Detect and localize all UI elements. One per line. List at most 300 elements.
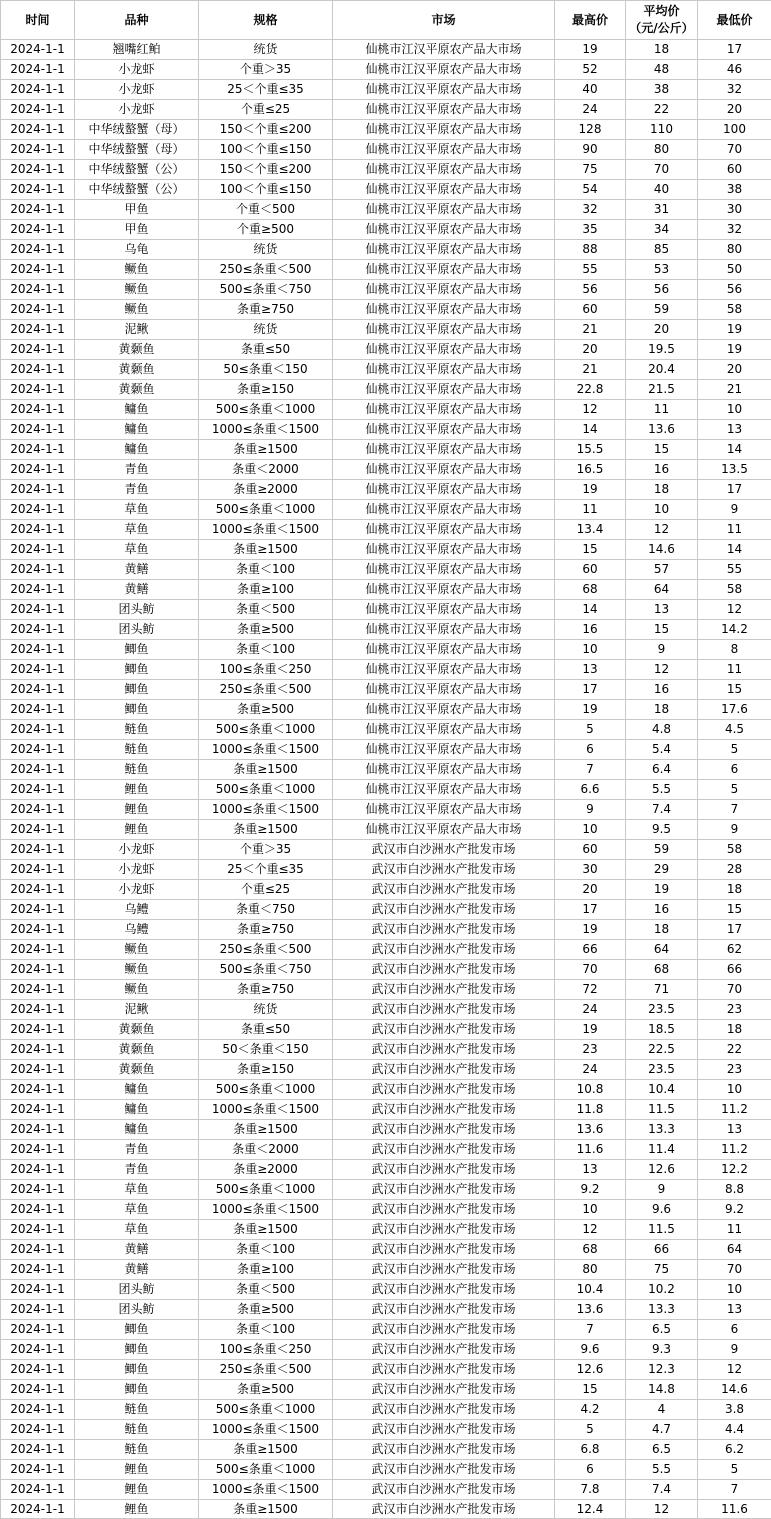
table-row bbox=[1, 360, 771, 380]
cell-avg: 4 bbox=[626, 1400, 698, 1420]
cell-variety: 鲫鱼 bbox=[75, 1360, 199, 1380]
cell-spec: 250≤条重＜500 bbox=[199, 260, 333, 280]
table-row bbox=[1, 1280, 771, 1300]
cell-avg: 18 bbox=[626, 480, 698, 500]
cell-spec: 250≤条重＜500 bbox=[199, 1360, 333, 1380]
cell-variety: 鳙鱼 bbox=[75, 440, 199, 460]
cell-time: 2024-1-1 bbox=[1, 440, 75, 460]
cell-time: 2024-1-1 bbox=[1, 300, 75, 320]
cell-time: 2024-1-1 bbox=[1, 1020, 75, 1040]
cell-variety: 鲢鱼 bbox=[75, 720, 199, 740]
table-row bbox=[1, 860, 771, 880]
cell-market: 武汉市白沙洲水产批发市场 bbox=[333, 920, 555, 940]
cell-spec: 条重＜100 bbox=[199, 640, 333, 660]
cell-market: 仙桃市江汉平原农产品大市场 bbox=[333, 40, 555, 60]
cell-low: 13 bbox=[698, 420, 771, 440]
cell-avg: 23.5 bbox=[626, 1000, 698, 1020]
cell-time: 2024-1-1 bbox=[1, 1440, 75, 1460]
cell-low: 6 bbox=[698, 1320, 771, 1340]
cell-market: 武汉市白沙洲水产批发市场 bbox=[333, 1060, 555, 1080]
cell-market: 武汉市白沙洲水产批发市场 bbox=[333, 1340, 555, 1360]
cell-high: 66 bbox=[555, 940, 626, 960]
cell-market: 仙桃市江汉平原农产品大市场 bbox=[333, 540, 555, 560]
cell-spec: 1000≤条重＜1500 bbox=[199, 800, 333, 820]
cell-avg: 48 bbox=[626, 60, 698, 80]
cell-low: 58 bbox=[698, 300, 771, 320]
cell-high: 5 bbox=[555, 1420, 626, 1440]
cell-time: 2024-1-1 bbox=[1, 860, 75, 880]
cell-time: 2024-1-1 bbox=[1, 760, 75, 780]
cell-variety: 黄颡鱼 bbox=[75, 1040, 199, 1060]
cell-low: 19 bbox=[698, 320, 771, 340]
cell-variety: 泥鳅 bbox=[75, 1000, 199, 1020]
cell-market: 武汉市白沙洲水产批发市场 bbox=[333, 1500, 555, 1519]
cell-low: 58 bbox=[698, 840, 771, 860]
header-variety: 品种 bbox=[75, 1, 199, 40]
cell-market: 仙桃市江汉平原农产品大市场 bbox=[333, 620, 555, 640]
cell-high: 15 bbox=[555, 540, 626, 560]
cell-variety: 草鱼 bbox=[75, 520, 199, 540]
table-row bbox=[1, 1380, 771, 1400]
cell-variety: 鲤鱼 bbox=[75, 820, 199, 840]
cell-spec: 500≤条重＜1000 bbox=[199, 500, 333, 520]
table-header bbox=[1, 1, 771, 40]
cell-spec: 1000≤条重＜1500 bbox=[199, 420, 333, 440]
cell-time: 2024-1-1 bbox=[1, 580, 75, 600]
cell-low: 9 bbox=[698, 820, 771, 840]
cell-low: 13 bbox=[698, 1300, 771, 1320]
cell-market: 仙桃市江汉平原农产品大市场 bbox=[333, 100, 555, 120]
cell-time: 2024-1-1 bbox=[1, 1000, 75, 1020]
cell-avg: 13.6 bbox=[626, 420, 698, 440]
cell-high: 9.2 bbox=[555, 1180, 626, 1200]
cell-avg: 10 bbox=[626, 500, 698, 520]
cell-market: 武汉市白沙洲水产批发市场 bbox=[333, 900, 555, 920]
cell-spec: 500≤条重＜1000 bbox=[199, 1180, 333, 1200]
cell-market: 武汉市白沙洲水产批发市场 bbox=[333, 1360, 555, 1380]
cell-market: 仙桃市江汉平原农产品大市场 bbox=[333, 300, 555, 320]
cell-time: 2024-1-1 bbox=[1, 780, 75, 800]
cell-variety: 草鱼 bbox=[75, 1220, 199, 1240]
cell-time: 2024-1-1 bbox=[1, 420, 75, 440]
cell-avg: 12 bbox=[626, 520, 698, 540]
cell-spec: 500≤条重＜750 bbox=[199, 280, 333, 300]
cell-avg: 64 bbox=[626, 940, 698, 960]
cell-high: 16.5 bbox=[555, 460, 626, 480]
cell-high: 55 bbox=[555, 260, 626, 280]
cell-variety: 鲫鱼 bbox=[75, 1380, 199, 1400]
cell-low: 11.6 bbox=[698, 1500, 771, 1519]
cell-spec: 个重＞35 bbox=[199, 60, 333, 80]
cell-time: 2024-1-1 bbox=[1, 600, 75, 620]
cell-time: 2024-1-1 bbox=[1, 940, 75, 960]
cell-variety: 鳙鱼 bbox=[75, 1080, 199, 1100]
cell-market: 武汉市白沙洲水产批发市场 bbox=[333, 1460, 555, 1480]
cell-time: 2024-1-1 bbox=[1, 1320, 75, 1340]
cell-low: 7 bbox=[698, 1480, 771, 1500]
table-row bbox=[1, 80, 771, 100]
cell-avg: 6.4 bbox=[626, 760, 698, 780]
table-row bbox=[1, 920, 771, 940]
cell-market: 仙桃市江汉平原农产品大市场 bbox=[333, 420, 555, 440]
table-row bbox=[1, 100, 771, 120]
table-row bbox=[1, 1080, 771, 1100]
cell-spec: 100≤条重＜250 bbox=[199, 660, 333, 680]
cell-low: 15 bbox=[698, 680, 771, 700]
cell-market: 仙桃市江汉平原农产品大市场 bbox=[333, 760, 555, 780]
table-row bbox=[1, 1160, 771, 1180]
table-row bbox=[1, 1020, 771, 1040]
cell-avg: 9.3 bbox=[626, 1340, 698, 1360]
cell-variety: 鲫鱼 bbox=[75, 680, 199, 700]
cell-high: 72 bbox=[555, 980, 626, 1000]
cell-variety: 黄颡鱼 bbox=[75, 380, 199, 400]
cell-variety: 鲫鱼 bbox=[75, 660, 199, 680]
cell-high: 10 bbox=[555, 820, 626, 840]
cell-high: 6.8 bbox=[555, 1440, 626, 1460]
cell-low: 20 bbox=[698, 360, 771, 380]
cell-time: 2024-1-1 bbox=[1, 1360, 75, 1380]
header-high: 最高价 bbox=[555, 1, 626, 40]
cell-high: 12 bbox=[555, 400, 626, 420]
cell-low: 3.8 bbox=[698, 1400, 771, 1420]
cell-spec: 条重≥100 bbox=[199, 1260, 333, 1280]
cell-market: 武汉市白沙洲水产批发市场 bbox=[333, 1220, 555, 1240]
cell-variety: 黄鳝 bbox=[75, 560, 199, 580]
cell-market: 仙桃市江汉平原农产品大市场 bbox=[333, 120, 555, 140]
cell-high: 60 bbox=[555, 300, 626, 320]
cell-time: 2024-1-1 bbox=[1, 840, 75, 860]
cell-market: 武汉市白沙洲水产批发市场 bbox=[333, 1040, 555, 1060]
cell-avg: 15 bbox=[626, 440, 698, 460]
cell-avg: 80 bbox=[626, 140, 698, 160]
cell-high: 10 bbox=[555, 1200, 626, 1220]
cell-high: 70 bbox=[555, 960, 626, 980]
cell-avg: 5.5 bbox=[626, 1460, 698, 1480]
cell-variety: 鲫鱼 bbox=[75, 700, 199, 720]
cell-market: 仙桃市江汉平原农产品大市场 bbox=[333, 180, 555, 200]
cell-avg: 4.7 bbox=[626, 1420, 698, 1440]
cell-avg: 16 bbox=[626, 680, 698, 700]
cell-high: 75 bbox=[555, 160, 626, 180]
cell-low: 8 bbox=[698, 640, 771, 660]
cell-high: 24 bbox=[555, 100, 626, 120]
cell-market: 仙桃市江汉平原农产品大市场 bbox=[333, 320, 555, 340]
cell-avg: 12.3 bbox=[626, 1360, 698, 1380]
cell-low: 70 bbox=[698, 1260, 771, 1280]
cell-variety: 小龙虾 bbox=[75, 860, 199, 880]
cell-variety: 青鱼 bbox=[75, 480, 199, 500]
cell-time: 2024-1-1 bbox=[1, 660, 75, 680]
table-row bbox=[1, 820, 771, 840]
cell-market: 武汉市白沙洲水产批发市场 bbox=[333, 940, 555, 960]
cell-market: 武汉市白沙洲水产批发市场 bbox=[333, 1380, 555, 1400]
cell-high: 7 bbox=[555, 760, 626, 780]
cell-avg: 18 bbox=[626, 920, 698, 940]
cell-high: 24 bbox=[555, 1000, 626, 1020]
cell-low: 9 bbox=[698, 500, 771, 520]
table-row bbox=[1, 140, 771, 160]
table-row bbox=[1, 280, 771, 300]
cell-spec: 条重≥1500 bbox=[199, 1440, 333, 1460]
cell-market: 武汉市白沙洲水产批发市场 bbox=[333, 1280, 555, 1300]
cell-variety: 鳜鱼 bbox=[75, 940, 199, 960]
cell-time: 2024-1-1 bbox=[1, 1500, 75, 1519]
cell-market: 武汉市白沙洲水产批发市场 bbox=[333, 1200, 555, 1220]
cell-time: 2024-1-1 bbox=[1, 140, 75, 160]
cell-variety: 青鱼 bbox=[75, 1160, 199, 1180]
cell-high: 7 bbox=[555, 1320, 626, 1340]
cell-time: 2024-1-1 bbox=[1, 540, 75, 560]
cell-low: 9.2 bbox=[698, 1200, 771, 1220]
cell-high: 20 bbox=[555, 880, 626, 900]
cell-avg: 64 bbox=[626, 580, 698, 600]
table-row bbox=[1, 260, 771, 280]
cell-avg: 22 bbox=[626, 100, 698, 120]
cell-market: 仙桃市江汉平原农产品大市场 bbox=[333, 480, 555, 500]
cell-high: 9 bbox=[555, 800, 626, 820]
cell-market: 仙桃市江汉平原农产品大市场 bbox=[333, 640, 555, 660]
table-row bbox=[1, 400, 771, 420]
cell-variety: 鳙鱼 bbox=[75, 400, 199, 420]
cell-time: 2024-1-1 bbox=[1, 920, 75, 940]
cell-high: 11.8 bbox=[555, 1100, 626, 1120]
cell-market: 武汉市白沙洲水产批发市场 bbox=[333, 960, 555, 980]
cell-high: 12.6 bbox=[555, 1360, 626, 1380]
cell-market: 武汉市白沙洲水产批发市场 bbox=[333, 1000, 555, 1020]
cell-spec: 条重≥1500 bbox=[199, 1500, 333, 1519]
cell-variety: 鲢鱼 bbox=[75, 1420, 199, 1440]
cell-avg: 18.5 bbox=[626, 1020, 698, 1040]
cell-spec: 条重≥1500 bbox=[199, 540, 333, 560]
cell-time: 2024-1-1 bbox=[1, 1040, 75, 1060]
cell-market: 武汉市白沙洲水产批发市场 bbox=[333, 1300, 555, 1320]
cell-time: 2024-1-1 bbox=[1, 1140, 75, 1160]
cell-high: 19 bbox=[555, 700, 626, 720]
cell-market: 仙桃市江汉平原农产品大市场 bbox=[333, 60, 555, 80]
cell-low: 12.2 bbox=[698, 1160, 771, 1180]
cell-time: 2024-1-1 bbox=[1, 200, 75, 220]
cell-variety: 鳜鱼 bbox=[75, 300, 199, 320]
cell-low: 62 bbox=[698, 940, 771, 960]
cell-high: 35 bbox=[555, 220, 626, 240]
cell-avg: 13 bbox=[626, 600, 698, 620]
table-row bbox=[1, 1240, 771, 1260]
cell-avg: 11.4 bbox=[626, 1140, 698, 1160]
cell-high: 12 bbox=[555, 1220, 626, 1240]
cell-high: 30 bbox=[555, 860, 626, 880]
cell-high: 10 bbox=[555, 640, 626, 660]
table-row bbox=[1, 1360, 771, 1380]
cell-high: 19 bbox=[555, 40, 626, 60]
cell-market: 仙桃市江汉平原农产品大市场 bbox=[333, 600, 555, 620]
cell-spec: 条重≥750 bbox=[199, 980, 333, 1000]
table-row bbox=[1, 600, 771, 620]
table-row bbox=[1, 1120, 771, 1140]
cell-high: 9.6 bbox=[555, 1340, 626, 1360]
cell-spec: 条重≥500 bbox=[199, 700, 333, 720]
cell-avg: 9.5 bbox=[626, 820, 698, 840]
table-row bbox=[1, 900, 771, 920]
header-avg-label: 平均价 bbox=[643, 4, 680, 18]
cell-variety: 鳜鱼 bbox=[75, 280, 199, 300]
cell-variety: 小龙虾 bbox=[75, 840, 199, 860]
table-row bbox=[1, 780, 771, 800]
table-row bbox=[1, 1100, 771, 1120]
cell-spec: 250≤条重＜500 bbox=[199, 940, 333, 960]
table-row bbox=[1, 220, 771, 240]
header-low: 最低价 bbox=[698, 1, 771, 40]
table-row bbox=[1, 40, 771, 60]
cell-market: 仙桃市江汉平原农产品大市场 bbox=[333, 800, 555, 820]
cell-market: 仙桃市江汉平原农产品大市场 bbox=[333, 240, 555, 260]
table-row bbox=[1, 440, 771, 460]
cell-spec: 条重≥500 bbox=[199, 620, 333, 640]
table-row bbox=[1, 200, 771, 220]
cell-high: 22.8 bbox=[555, 380, 626, 400]
cell-high: 88 bbox=[555, 240, 626, 260]
cell-high: 21 bbox=[555, 360, 626, 380]
cell-avg: 7.4 bbox=[626, 1480, 698, 1500]
table-row bbox=[1, 1500, 771, 1519]
cell-avg: 29 bbox=[626, 860, 698, 880]
cell-time: 2024-1-1 bbox=[1, 180, 75, 200]
cell-low: 11 bbox=[698, 1220, 771, 1240]
cell-time: 2024-1-1 bbox=[1, 1380, 75, 1400]
cell-spec: 250≤条重＜500 bbox=[199, 680, 333, 700]
cell-spec: 500≤条重＜750 bbox=[199, 960, 333, 980]
cell-spec: 1000≤条重＜1500 bbox=[199, 740, 333, 760]
header-market: 市场 bbox=[333, 1, 555, 40]
cell-market: 武汉市白沙洲水产批发市场 bbox=[333, 1320, 555, 1340]
cell-spec: 150＜个重≤200 bbox=[199, 160, 333, 180]
cell-avg: 9 bbox=[626, 640, 698, 660]
cell-high: 6 bbox=[555, 740, 626, 760]
table-row bbox=[1, 800, 771, 820]
cell-variety: 小龙虾 bbox=[75, 880, 199, 900]
cell-low: 32 bbox=[698, 80, 771, 100]
cell-variety: 草鱼 bbox=[75, 540, 199, 560]
cell-low: 70 bbox=[698, 980, 771, 1000]
cell-market: 仙桃市江汉平原农产品大市场 bbox=[333, 360, 555, 380]
cell-spec: 条重＜100 bbox=[199, 1320, 333, 1340]
cell-low: 17 bbox=[698, 40, 771, 60]
cell-variety: 草鱼 bbox=[75, 1200, 199, 1220]
cell-low: 17 bbox=[698, 920, 771, 940]
cell-spec: 50≤条重＜150 bbox=[199, 360, 333, 380]
cell-avg: 38 bbox=[626, 80, 698, 100]
cell-low: 66 bbox=[698, 960, 771, 980]
cell-variety: 鳜鱼 bbox=[75, 260, 199, 280]
cell-spec: 1000≤条重＜1500 bbox=[199, 1100, 333, 1120]
table-row bbox=[1, 1260, 771, 1280]
table-row bbox=[1, 1480, 771, 1500]
cell-variety: 草鱼 bbox=[75, 1180, 199, 1200]
cell-variety: 甲鱼 bbox=[75, 220, 199, 240]
cell-time: 2024-1-1 bbox=[1, 100, 75, 120]
cell-spec: 统货 bbox=[199, 40, 333, 60]
cell-low: 15 bbox=[698, 900, 771, 920]
cell-market: 武汉市白沙洲水产批发市场 bbox=[333, 1240, 555, 1260]
table-row bbox=[1, 500, 771, 520]
cell-high: 11.6 bbox=[555, 1140, 626, 1160]
cell-spec: 500≤条重＜1000 bbox=[199, 400, 333, 420]
cell-low: 8.8 bbox=[698, 1180, 771, 1200]
cell-variety: 乌鳢 bbox=[75, 920, 199, 940]
cell-variety: 黄鳝 bbox=[75, 1260, 199, 1280]
cell-variety: 鲢鱼 bbox=[75, 1440, 199, 1460]
cell-spec: 500≤条重＜1000 bbox=[199, 1460, 333, 1480]
cell-time: 2024-1-1 bbox=[1, 460, 75, 480]
cell-variety: 鲤鱼 bbox=[75, 1460, 199, 1480]
cell-spec: 条重≤50 bbox=[199, 340, 333, 360]
cell-high: 7.8 bbox=[555, 1480, 626, 1500]
cell-low: 55 bbox=[698, 560, 771, 580]
cell-time: 2024-1-1 bbox=[1, 40, 75, 60]
cell-low: 46 bbox=[698, 60, 771, 80]
cell-time: 2024-1-1 bbox=[1, 80, 75, 100]
cell-spec: 1000≤条重＜1500 bbox=[199, 1420, 333, 1440]
table-row bbox=[1, 1200, 771, 1220]
cell-high: 21 bbox=[555, 320, 626, 340]
table-row bbox=[1, 420, 771, 440]
cell-variety: 黄鳝 bbox=[75, 1240, 199, 1260]
cell-low: 6.2 bbox=[698, 1440, 771, 1460]
cell-avg: 53 bbox=[626, 260, 698, 280]
cell-low: 17 bbox=[698, 480, 771, 500]
cell-time: 2024-1-1 bbox=[1, 880, 75, 900]
cell-spec: 1000≤条重＜1500 bbox=[199, 520, 333, 540]
table-row bbox=[1, 1140, 771, 1160]
cell-market: 武汉市白沙洲水产批发市场 bbox=[333, 1020, 555, 1040]
cell-high: 68 bbox=[555, 1240, 626, 1260]
cell-variety: 中华绒螯蟹（公） bbox=[75, 160, 199, 180]
cell-time: 2024-1-1 bbox=[1, 520, 75, 540]
cell-low: 10 bbox=[698, 400, 771, 420]
table-row bbox=[1, 1420, 771, 1440]
cell-high: 10.4 bbox=[555, 1280, 626, 1300]
cell-market: 仙桃市江汉平原农产品大市场 bbox=[333, 660, 555, 680]
cell-low: 20 bbox=[698, 100, 771, 120]
cell-time: 2024-1-1 bbox=[1, 800, 75, 820]
table-row bbox=[1, 340, 771, 360]
cell-time: 2024-1-1 bbox=[1, 1340, 75, 1360]
cell-time: 2024-1-1 bbox=[1, 1060, 75, 1080]
cell-high: 19 bbox=[555, 480, 626, 500]
cell-low: 64 bbox=[698, 1240, 771, 1260]
cell-low: 56 bbox=[698, 280, 771, 300]
header-row bbox=[1, 1, 771, 40]
cell-low: 60 bbox=[698, 160, 771, 180]
table-row bbox=[1, 640, 771, 660]
cell-time: 2024-1-1 bbox=[1, 1460, 75, 1480]
cell-high: 13.6 bbox=[555, 1300, 626, 1320]
cell-market: 仙桃市江汉平原农产品大市场 bbox=[333, 80, 555, 100]
cell-high: 14 bbox=[555, 600, 626, 620]
cell-time: 2024-1-1 bbox=[1, 640, 75, 660]
cell-market: 武汉市白沙洲水产批发市场 bbox=[333, 1080, 555, 1100]
cell-spec: 个重≤25 bbox=[199, 880, 333, 900]
cell-spec: 统货 bbox=[199, 320, 333, 340]
cell-avg: 16 bbox=[626, 900, 698, 920]
cell-low: 12 bbox=[698, 1360, 771, 1380]
cell-time: 2024-1-1 bbox=[1, 1400, 75, 1420]
cell-low: 14 bbox=[698, 440, 771, 460]
cell-spec: 1000≤条重＜1500 bbox=[199, 1480, 333, 1500]
cell-avg: 14.8 bbox=[626, 1380, 698, 1400]
table-row bbox=[1, 1220, 771, 1240]
cell-variety: 黄颡鱼 bbox=[75, 1060, 199, 1080]
